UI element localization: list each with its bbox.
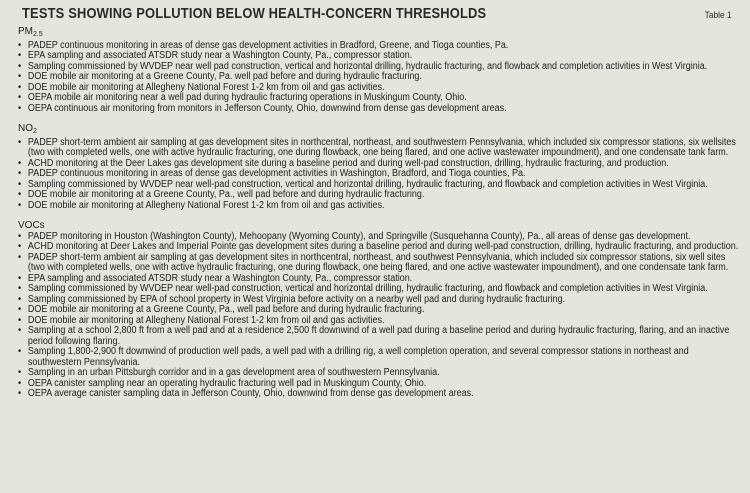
list-item: • PADEP continuous monitoring in areas of dense gas development activities in Washington, Bradford, and Tioga counties, Pa. <box>18 169 742 180</box>
section-heading <box>18 124 734 138</box>
section-1 <box>18 124 734 211</box>
list-item: • PADEP continuous monitoring in areas of dense gas development activities in Bradford, Greene, and Tioga counties, Pa. <box>18 41 742 52</box>
section-2 <box>18 220 739 400</box>
section-0 <box>18 27 734 114</box>
list-item: • OEPA mobile air monitoring near a well pad during hydraulic fracturing operations in Muskingum County, Ohio. <box>18 93 742 104</box>
list-item: • DOE mobile air monitoring at Allegheny National Forest 1-2 km from oil and gas activities. <box>18 316 742 327</box>
bullet-list <box>18 41 734 115</box>
list-item: • Sampling in an urban Pittsburgh corridor and in a gas development area of southwestern Pennsylvania. <box>18 368 742 379</box>
section-heading <box>18 27 734 41</box>
table-number-label: Table 1 <box>705 10 732 21</box>
list-item: • PADEP short-term ambient air sampling at gas development sites in northcentral, northeast, and southwest Pennsylvania, which included six compressor stations, six well sites (two with completed wells, one with active hydraulic fracturing, one during flowback, one being flared, and one active wastewater impoundment), and one condensate tank farm. <box>18 253 742 274</box>
list-item: • DOE mobile air monitoring at Allegheny National Forest 1-2 km from oil and gas activities. <box>18 201 742 212</box>
list-item: • Sampling commissioned by WVDEP near well pad construction, vertical and horizontal drilling, hydraulic fracturing, and flowback and completion activities in West Virginia. <box>18 62 742 73</box>
bullet-list <box>18 138 734 212</box>
list-item: • DOE mobile air monitoring at Allegheny National Forest 1-2 km from oil and gas activities. <box>18 83 742 94</box>
list-item: • Sampling at a school 2,800 ft from a well pad and at a residence 2,500 ft downwind of a well pad during a baseline period and during hydraulic fracturing, flaring, and an inactive period following flaring. <box>18 326 742 347</box>
list-item: • PADEP short-term ambient air sampling at gas development sites in northcentral, northeast, and southwestern Pennsylvania, which included six compressor stations, six wellsites (two with completed wells, one with active hydraulic fracturing, one during flowback, one being flared, and one active wastewater impoundment), and one condensate tank farm. <box>18 138 742 159</box>
section-heading-text: PM <box>18 26 33 37</box>
list-item: • DOE mobile air monitoring at a Greene County, Pa. well pad before and during hydraulic fracturing. <box>18 72 742 83</box>
list-item: • Sampling commissioned by WVDEP near well-pad construction, vertical and horizontal drilling, hydraulic fracturing, and flowback and completion activities in West Virginia. <box>18 180 742 191</box>
section-heading-subscript: 2 <box>33 128 37 135</box>
list-item: • DOE mobile air monitoring at a Greene County, Pa., well pad before and during hydraulic fracturing. <box>18 190 742 201</box>
list-item: • DOE mobile air monitoring at a Greene County, Pa., well pad before and during hydraulic fracturing. <box>18 305 742 316</box>
list-item: • Sampling commissioned by WVDEP near well-pad construction, vertical and horizontal drilling, hydraulic fracturing, and flowback and completion activities in West Virginia. <box>18 284 742 295</box>
sections-container <box>18 26 739 400</box>
list-item: • OEPA average canister sampling data in Jefferson County, Ohio, downwind from dense gas development areas. <box>18 389 742 400</box>
title-bar <box>18 0 734 27</box>
list-item: • OEPA canister sampling near an operating hydraulic fracturing well pad in Muskingum County, Ohio. <box>18 379 742 390</box>
section-heading-subscript: 2.5 <box>33 31 43 38</box>
list-item: • PADEP monitoring in Houston (Washington County), Mehoopany (Wyoming County), and Springville (Susquehanna County), Pa., all areas of dense gas development. <box>18 232 742 243</box>
table-title: TESTS SHOWING POLLUTION BELOW HEALTH-CONCERN THRESHOLDS <box>22 5 487 22</box>
list-item: • EPA sampling and associated ATSDR study near a Washington County, Pa., compressor station. <box>18 274 742 285</box>
list-item: • OEPA continuous air monitoring from monitors in Jefferson County, Ohio, downwind from dense gas development areas. <box>18 104 742 115</box>
list-item: • ACHD monitoring at Deer Lakes and Imperial Pointe gas development sites during a baseline period and during well-pad construction, drilling, hydraulic fracturing, and production. <box>18 242 742 253</box>
list-item: • Sampling 1,800-2,900 ft downwind of production well pads, a well pad with a drilling rig, a well completion operation, and several compressor stations in northeast and southwestern Pennsylvania. <box>18 347 742 368</box>
section-heading-text: VOCs <box>18 220 45 231</box>
list-item: • Sampling commissioned by EPA of school property in West Virginia before activity on a nearby well pad and during hydraulic fracturing. <box>18 295 742 306</box>
list-item: • ACHD monitoring at the Deer Lakes gas development site during a baseline period and during well-pad construction, drilling, hydraulic fracturing, and production. <box>18 159 742 170</box>
list-item: • EPA sampling and associated ATSDR study near a Washington County, Pa., compressor station. <box>18 51 742 62</box>
bullet-list <box>18 230 739 400</box>
section-heading-text: NO <box>18 123 33 134</box>
